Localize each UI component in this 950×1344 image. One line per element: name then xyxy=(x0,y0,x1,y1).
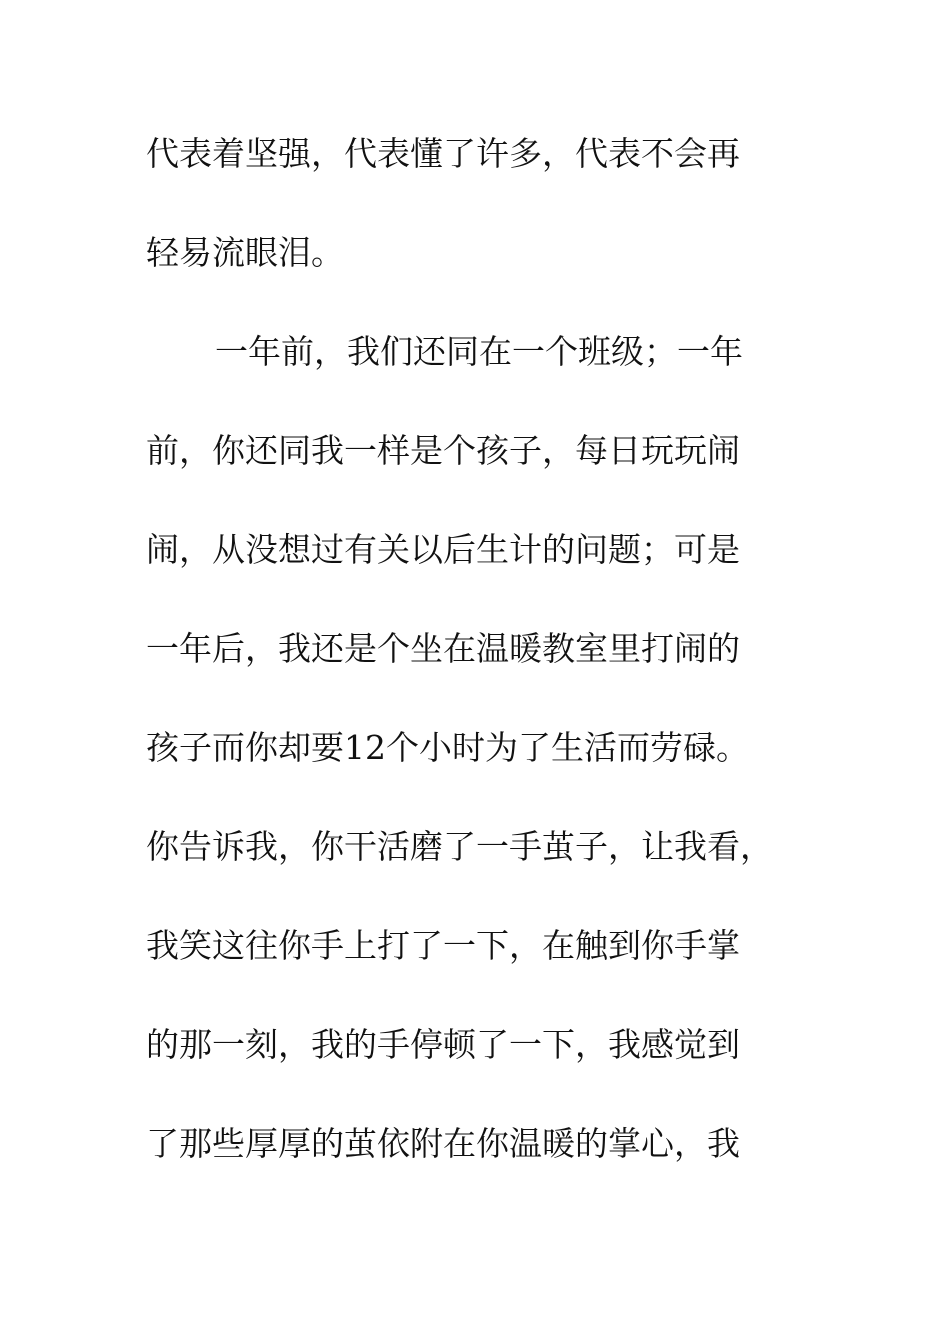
text-line: 前，你还同我一样是个孩子，每日玩玩闹 xyxy=(146,431,740,470)
text-line: 我笑这往你手上打了一下，在触到你手掌 xyxy=(146,926,740,965)
body-text xyxy=(146,124,826,1213)
text-line: 闹，从没想过有关以后生计的问题；可是 xyxy=(146,530,740,569)
text-line: 了那些厚厚的茧依附在你温暖的掌心，我 xyxy=(146,1124,740,1163)
text-line: 代表着坚强，代表懂了许多，代表不会再 xyxy=(146,134,740,173)
text-line: 一年后，我还是个坐在温暖教室里打闹的 xyxy=(146,629,740,668)
text-line: 你告诉我，你干活磨了一手茧子，让我看， xyxy=(146,827,773,866)
paragraph-start-line: 一年前，我们还同在一个班级；一年 xyxy=(215,332,743,371)
text-line: 轻易流眼泪。 xyxy=(146,233,344,272)
text-line: 孩子而你却要12个小时为了生活而劳碌。 xyxy=(146,728,749,767)
text-line: 的那一刻，我的手停顿了一下，我感觉到 xyxy=(146,1025,740,1064)
